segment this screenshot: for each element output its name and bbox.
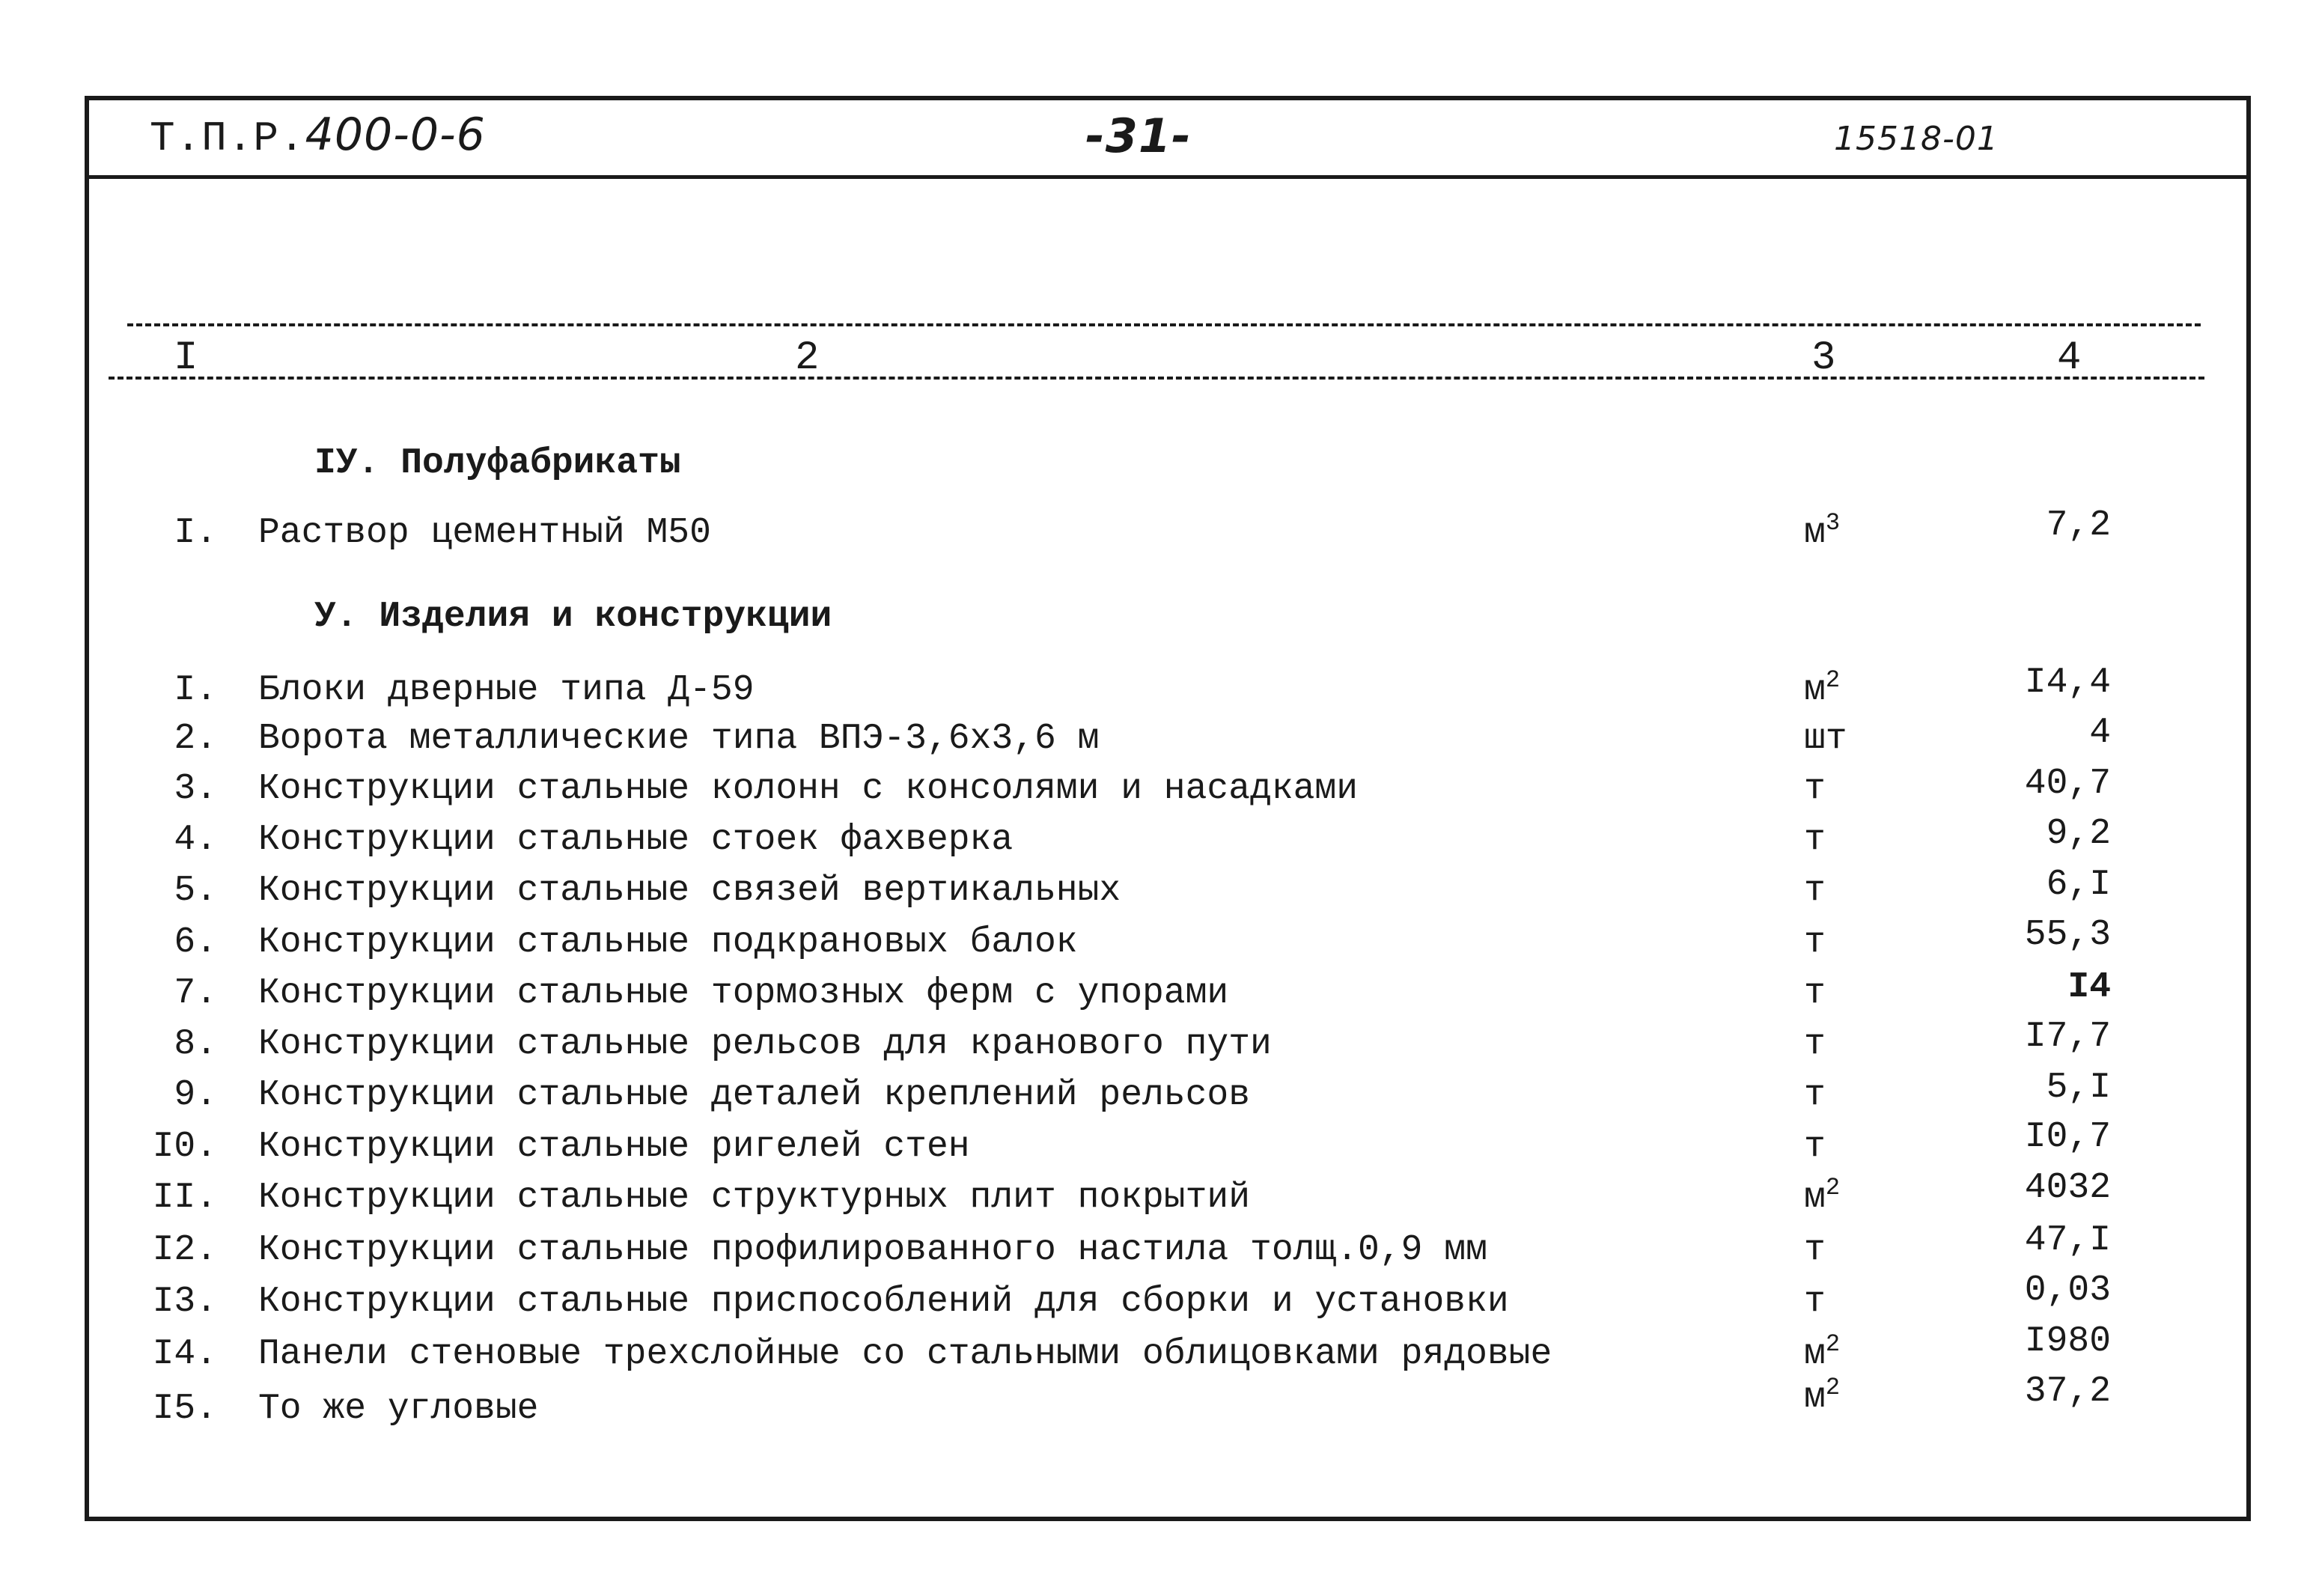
row-number: 4.: [174, 820, 217, 860]
row-name: Конструкции стальные ригелей стен: [258, 1127, 970, 1167]
row-unit: $м^2$: [1804, 1330, 1841, 1374]
column-number-2: 2: [795, 335, 820, 381]
row-quantity: 0,03: [2024, 1270, 2111, 1311]
row-name: Конструкции стальные тормозных ферм с упорами: [258, 973, 1229, 1014]
row-name: Конструкции стальные приспособлений для сборки и установки: [258, 1282, 1509, 1322]
page-number: -31-: [1085, 109, 1192, 163]
row-name: То же угловые: [258, 1389, 539, 1429]
row-number: I.: [174, 513, 217, 553]
row-quantity: 37,2: [2024, 1371, 2111, 1412]
row-quantity: 40,7: [2024, 764, 2111, 804]
row-unit: $м^3$: [1804, 509, 1841, 553]
row-name: Конструкции стальные колонн с консолями и насадками: [258, 769, 1359, 809]
row-number: 5.: [174, 871, 217, 911]
column-number-3: 3: [1811, 335, 1836, 381]
column-number-4: 4: [2057, 335, 2082, 381]
row-unit: $м^2$: [1804, 1374, 1841, 1418]
doc-number: 400-0-6: [305, 109, 486, 161]
doc-code: [150, 109, 486, 162]
row-quantity: 7,2: [2046, 505, 2111, 546]
row-unit: т: [1804, 922, 1826, 963]
row-number: I2.: [152, 1230, 217, 1270]
row-unit: т: [1804, 973, 1826, 1014]
row-number: 6.: [174, 922, 217, 963]
row-number: 3.: [174, 769, 217, 809]
column-header-top-rule: [127, 323, 2201, 326]
row-number: 2.: [174, 719, 217, 759]
header-divider: [85, 175, 2251, 179]
row-unit: т: [1804, 1127, 1826, 1167]
row-quantity: I980: [2024, 1321, 2111, 1362]
row-quantity: 9,2: [2046, 814, 2111, 854]
row-unit: т: [1804, 871, 1826, 911]
row-quantity: I7,7: [2024, 1017, 2111, 1057]
row-unit: т: [1804, 1075, 1826, 1115]
row-quantity: I4,4: [2024, 663, 2111, 703]
row-unit: т: [1804, 1282, 1826, 1322]
row-unit: т: [1804, 1230, 1826, 1270]
row-number: 7.: [174, 973, 217, 1014]
row-unit: $м^2$: [1804, 666, 1841, 710]
row-unit: $м^2$: [1804, 1174, 1841, 1218]
row-name: Конструкции стальные стоек фахверка: [258, 820, 1014, 860]
row-name: Ворота металлические типа ВПЭ-3,6х3,6 м: [258, 719, 1100, 759]
row-unit: т: [1804, 769, 1826, 809]
row-number: I4.: [152, 1334, 217, 1374]
row-quantity: I0,7: [2024, 1117, 2111, 1157]
row-number: I5.: [152, 1389, 217, 1429]
row-name: Конструкции стальные структурных плит покрытий: [258, 1178, 1251, 1218]
row-quantity: I4: [2067, 967, 2111, 1008]
row-quantity: 4032: [2024, 1168, 2111, 1208]
row-number: I3.: [152, 1282, 217, 1322]
archive-number: 15518-01: [1834, 120, 1999, 158]
row-number: II.: [152, 1178, 217, 1218]
column-header-bottom-rule: [109, 377, 2204, 380]
row-number: I0.: [152, 1127, 217, 1167]
row-number: 9.: [174, 1075, 217, 1115]
row-name: Панели стеновые трехслойные со стальными облицовками рядовые: [258, 1334, 1552, 1374]
row-quantity: 47,I: [2024, 1220, 2111, 1261]
row-quantity: 5,I: [2046, 1067, 2111, 1108]
row-quantity: 4: [2089, 713, 2111, 753]
row-name: Раствор цементный М50: [258, 513, 711, 553]
row-number: 8.: [174, 1024, 217, 1064]
row-name: Блоки дверные типа Д-59: [258, 670, 755, 710]
column-number-1: I: [174, 335, 198, 381]
row-unit: т: [1804, 1024, 1826, 1064]
row-name: Конструкции стальные рельсов для кранового пути: [258, 1024, 1272, 1064]
row-name: Конструкции стальные профилированного настила толщ.0,9 мм: [258, 1230, 1487, 1270]
row-quantity: 55,3: [2024, 915, 2111, 955]
row-number: I.: [174, 670, 217, 710]
row-quantity: 6,I: [2046, 865, 2111, 905]
section-title: У. Изделия и конструкции: [314, 597, 832, 637]
row-name: Конструкции стальные деталей креплений рельсов: [258, 1075, 1251, 1115]
row-name: Конструкции стальные подкрановых балок: [258, 922, 1078, 963]
section-title: IУ. Полуфабрикаты: [314, 443, 681, 484]
doc-prefix: Т.П.Р.: [150, 115, 305, 162]
row-name: Конструкции стальные связей вертикальных: [258, 871, 1121, 911]
row-unit: шт: [1804, 719, 1847, 759]
row-unit: т: [1804, 820, 1826, 860]
